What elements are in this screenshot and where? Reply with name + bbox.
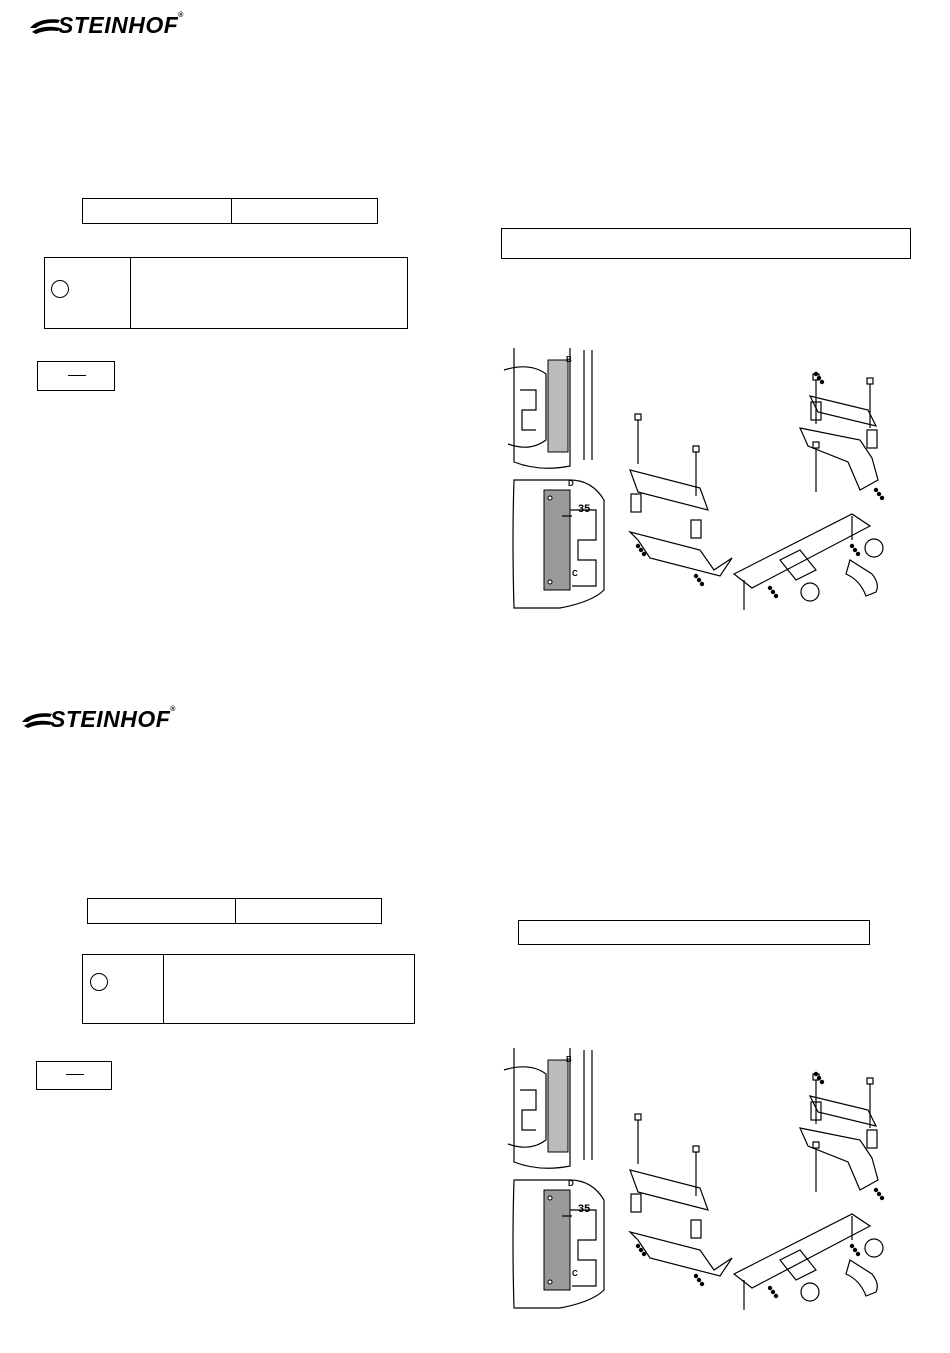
bolt-head: [867, 1078, 873, 1084]
model-info-cell: [83, 199, 231, 223]
cross-beam-edge: [744, 516, 852, 610]
detail-label-c: C: [572, 1269, 578, 1278]
vehicle-frame-curve: [504, 367, 546, 447]
installation-diagram: [500, 340, 920, 630]
mounting-plate-b: [548, 360, 568, 452]
spacer-tube: [631, 1194, 641, 1212]
warning-box: [44, 257, 408, 329]
model-info-table: [87, 898, 382, 924]
dash-mark: [68, 375, 86, 376]
detail-label-b: B: [566, 1055, 572, 1064]
warning-box-text-cell: [164, 955, 414, 1023]
detail-label-c: C: [572, 569, 578, 578]
nut: [697, 578, 701, 582]
circle-icon: [90, 973, 108, 991]
detail-label-b: B: [566, 355, 572, 364]
bolt-head: [635, 414, 641, 420]
right-bracket-plate: [810, 1096, 876, 1126]
right-bracket-plate: [810, 396, 876, 426]
towball-neck: [846, 560, 877, 596]
vehicle-frame-curve: [504, 1067, 546, 1147]
spacer-tube: [691, 1220, 701, 1238]
mounting-plate-b: [548, 1060, 568, 1152]
nut: [774, 1294, 778, 1298]
nut: [853, 548, 857, 552]
bolt-head: [813, 442, 819, 448]
spacer-tube: [867, 1130, 877, 1148]
socket-plate: [801, 583, 819, 601]
nut: [820, 1080, 824, 1084]
bolt-hole: [548, 1280, 552, 1284]
model-info-cell: [231, 199, 377, 223]
nut: [700, 582, 704, 586]
mounting-plate-d: [544, 1190, 570, 1290]
bolt-head: [867, 378, 873, 384]
bolt-hole: [548, 580, 552, 584]
nut: [880, 496, 884, 500]
cross-beam-edge: [744, 1216, 852, 1310]
detail-label-d: D: [568, 1179, 574, 1188]
nut: [850, 544, 854, 548]
model-info-cell: [88, 899, 235, 923]
bolt-hole: [548, 1196, 552, 1200]
bolt-head: [693, 446, 699, 452]
center-bracket: [780, 1250, 816, 1280]
bolt-head: [635, 1114, 641, 1120]
mounting-plate-d: [544, 490, 570, 590]
spacer-tube: [867, 430, 877, 448]
nut: [817, 1076, 821, 1080]
bolt-head: [813, 1142, 819, 1148]
center-bracket: [780, 550, 816, 580]
note-box: [37, 361, 115, 391]
nut: [874, 1188, 878, 1192]
nut: [814, 1072, 818, 1076]
nut: [817, 376, 821, 380]
nut: [880, 1196, 884, 1200]
towball: [865, 1239, 883, 1257]
steinhof-logo: [28, 10, 203, 40]
right-side-arm: [800, 1128, 878, 1190]
installation-diagram: [500, 1040, 920, 1325]
nut: [877, 1192, 881, 1196]
swoosh-icon: [20, 710, 54, 732]
model-info-cell: [235, 899, 381, 923]
nut: [639, 1248, 643, 1252]
towball: [865, 539, 883, 557]
swoosh-icon: [28, 16, 62, 38]
nut: [694, 574, 698, 578]
brand-name: STEINHOF®: [58, 12, 184, 38]
nut: [877, 492, 881, 496]
nut: [697, 1278, 701, 1282]
title-box: [518, 920, 870, 945]
model-info-table: [82, 198, 378, 224]
nut: [642, 1252, 646, 1256]
nut: [694, 1274, 698, 1278]
vehicle-frame-slot: [520, 1090, 536, 1130]
spacer-tube: [631, 494, 641, 512]
socket-plate: [801, 1283, 819, 1301]
nut: [774, 594, 778, 598]
steinhof-logo: [20, 704, 195, 734]
nut: [850, 1244, 854, 1248]
nut: [636, 544, 640, 548]
nut: [636, 1244, 640, 1248]
circle-icon: [51, 280, 69, 298]
title-box: [501, 228, 911, 259]
nut: [771, 590, 775, 594]
nut: [820, 380, 824, 384]
nut: [642, 552, 646, 556]
warning-box-icon-cell: [45, 258, 131, 328]
nut: [856, 1252, 860, 1256]
frame-rail: [584, 350, 592, 460]
right-side-arm: [800, 428, 878, 490]
bolt-head: [693, 1146, 699, 1152]
frame-rail: [584, 1050, 592, 1160]
nut: [874, 488, 878, 492]
nut: [639, 548, 643, 552]
detail-label-d: D: [568, 479, 574, 488]
dimension-35: 35: [578, 1203, 591, 1215]
warning-box-text-cell: [131, 258, 407, 328]
note-box: [36, 1061, 112, 1090]
towball-neck: [846, 1260, 877, 1296]
nut: [814, 372, 818, 376]
warning-box: [82, 954, 415, 1024]
nut: [771, 1290, 775, 1294]
nut: [700, 1282, 704, 1286]
brand-name: STEINHOF®: [50, 706, 176, 732]
spacer-tube: [691, 520, 701, 538]
nut: [768, 586, 772, 590]
nut: [856, 552, 860, 556]
dash-mark: [66, 1074, 84, 1075]
warning-box-icon-cell: [83, 955, 164, 1023]
dimension-35: 35: [578, 503, 591, 515]
vehicle-frame-slot: [520, 390, 536, 430]
bolt-hole: [548, 496, 552, 500]
nut: [853, 1248, 857, 1252]
nut: [768, 1286, 772, 1290]
